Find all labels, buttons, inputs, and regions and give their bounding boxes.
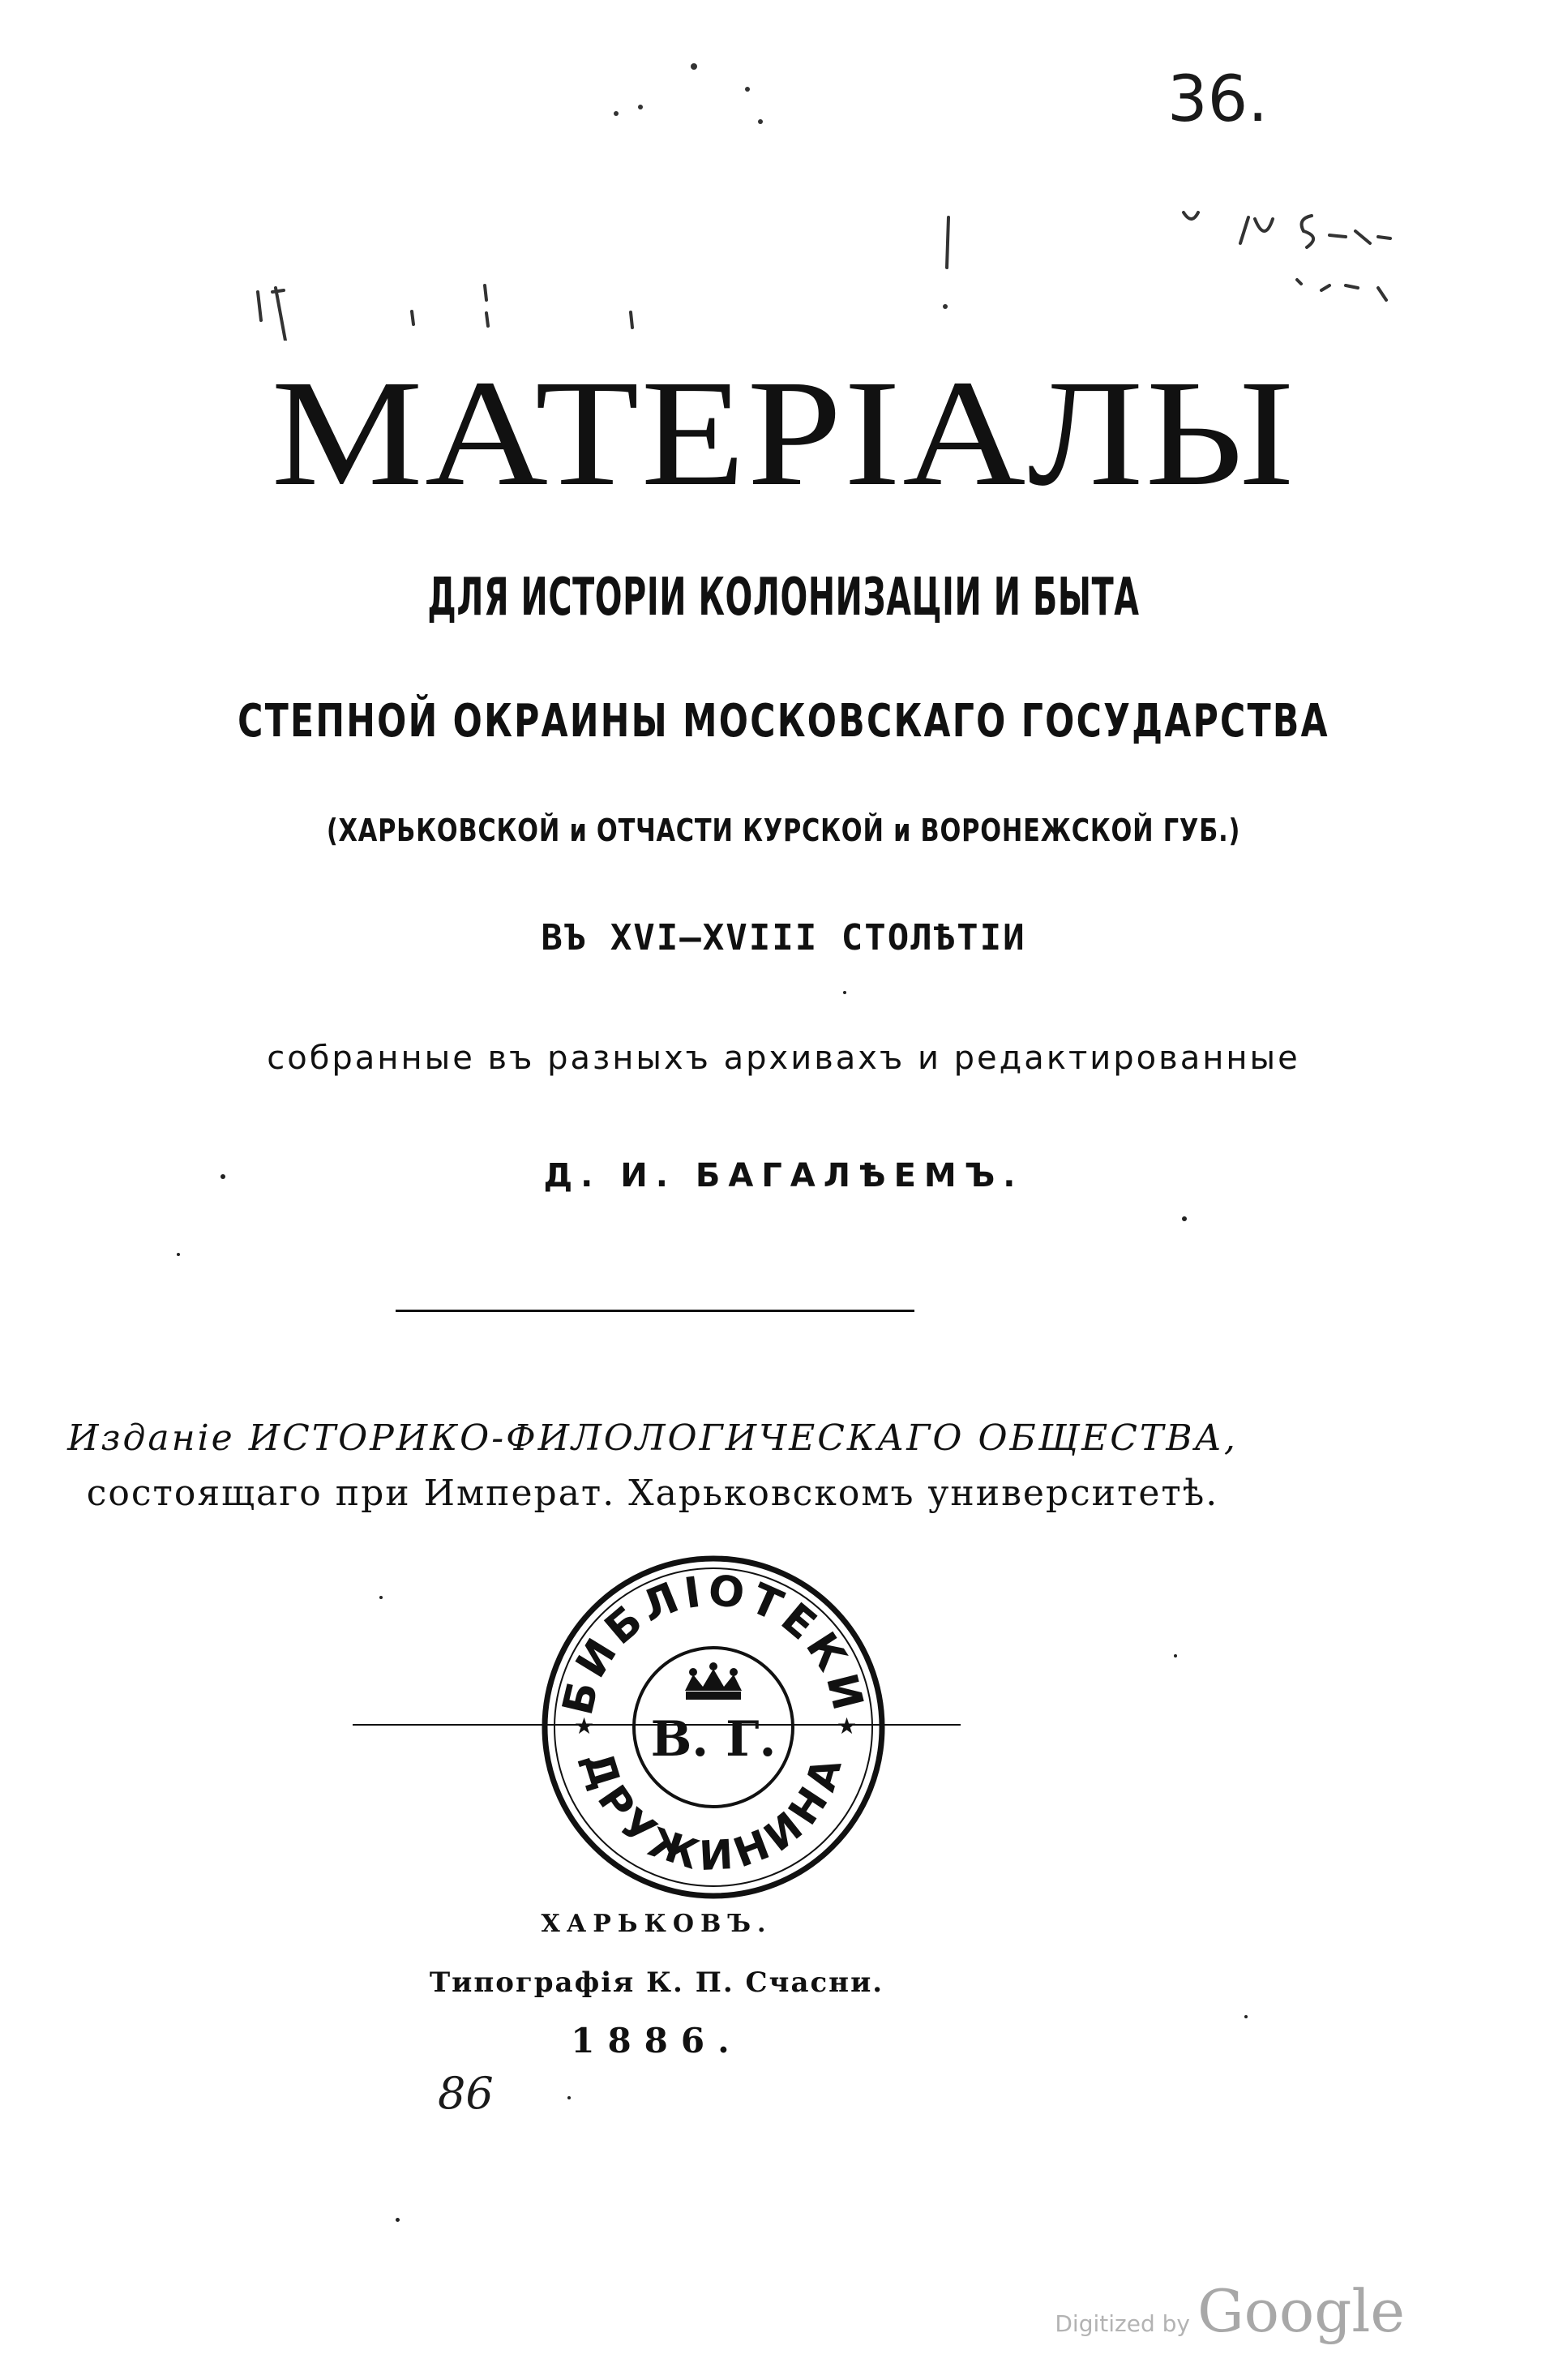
subtitle-line-5: собранные въ разныхъ архивахъ и редактированные bbox=[267, 1040, 1300, 1077]
stamp-bottom-text: ДРУЖИНИНА bbox=[573, 1746, 853, 1881]
speck bbox=[1182, 1216, 1187, 1221]
stamp-center-text: В. Г. bbox=[650, 1711, 777, 1768]
speck bbox=[1174, 1654, 1177, 1657]
digitized-by-label: Digitized by bbox=[1055, 2310, 1190, 2337]
digitized-watermark bbox=[1055, 2277, 1405, 2345]
subtitle-line-1: ДЛЯ ИСТОРІИ КОЛОНИЗАЦІИ И БЫТА bbox=[427, 568, 1140, 628]
main-title: МАТЕРІАЛЫ bbox=[271, 348, 1296, 517]
speck bbox=[379, 1596, 383, 1599]
separator-rule bbox=[396, 1310, 914, 1312]
publisher-line-1: Изданіе ИСТОРИКО-ФИЛОЛОГИЧЕСКАГО ОБЩЕСТВА, bbox=[67, 1417, 1238, 1459]
author-name: Д. И. БАГАЛѢЕМЪ. bbox=[543, 1157, 1024, 1194]
speck bbox=[843, 991, 846, 994]
subtitle-line-4: ВЪ XVI—XVIII СТОЛѢТІИ bbox=[541, 917, 1026, 958]
stamp-seal bbox=[535, 1549, 892, 1906]
handwritten-shelf-number: 36. bbox=[1167, 63, 1269, 136]
library-stamp bbox=[535, 1549, 892, 1906]
imprint-printer: Типографія К. П. Счасни. bbox=[429, 1966, 884, 1999]
stamp-top-text: БИБЛІОТЕКИ bbox=[554, 1566, 874, 1720]
subtitle-line-2: СТЕПНОЙ ОКРАИНЫ МОСКОВСКАГО ГОСУДАРСТВА bbox=[238, 695, 1329, 748]
google-logo: Google bbox=[1197, 2277, 1405, 2345]
star-icon: ★ bbox=[574, 1713, 595, 1739]
pencil-note: 86 bbox=[438, 2068, 494, 2119]
speck bbox=[567, 2096, 571, 2099]
speck bbox=[1244, 2015, 1248, 2018]
star-icon: ★ bbox=[837, 1713, 858, 1739]
speck bbox=[177, 1253, 180, 1256]
imprint-city: ХАРЬКОВЪ. bbox=[541, 1910, 773, 1938]
publisher-line-2: состоящаго при Императ. Харьковскомъ университетѣ. bbox=[86, 1473, 1219, 1514]
speck bbox=[396, 2218, 400, 2222]
crown-icon bbox=[685, 1662, 742, 1700]
subtitle-line-3: (ХАРЬКОВСКОЙ и ОТЧАСТИ КУРСКОЙ и ВОРОНЕЖСКОЙ ГУБ.) bbox=[326, 813, 1241, 848]
publisher-block bbox=[49, 1411, 1257, 1521]
imprint-year: 1886. bbox=[571, 2021, 743, 2061]
pencil-scribbles bbox=[0, 0, 1567, 341]
speck bbox=[220, 1174, 225, 1179]
